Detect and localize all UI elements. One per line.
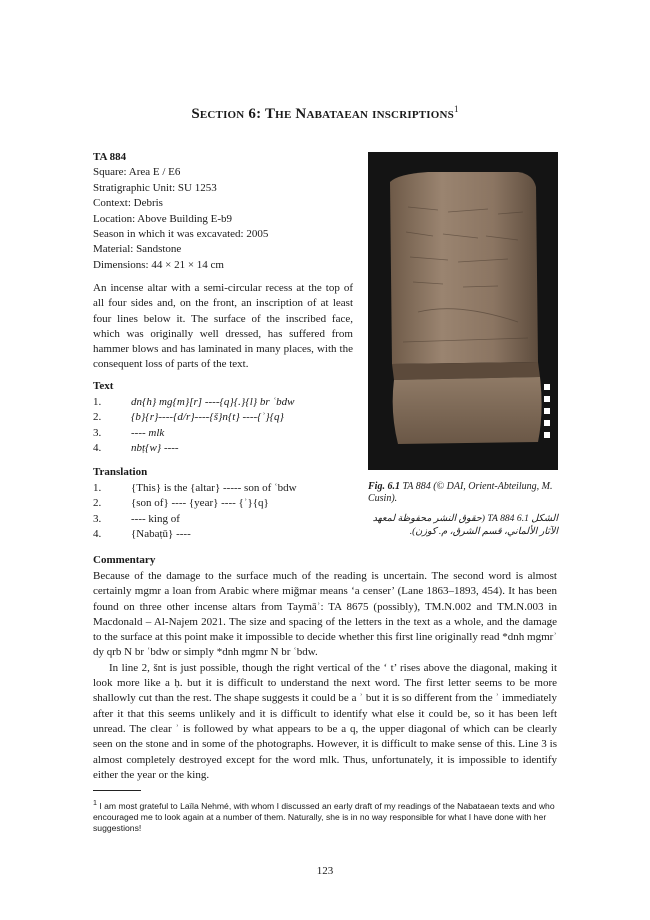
figure-label: Fig. 6.1 [368,481,400,492]
text-line: 4. nbṭ{w} ---- [93,441,179,454]
record-field-square: Square: Area E / E6 [93,166,181,179]
record-field-material: Material: Sandstone [93,243,182,256]
footnote-number: 1 [93,799,97,807]
record-field-context: Context: Debris [93,197,163,210]
translation-line: 4. {Nabaṭū} ---- [93,527,191,540]
intro-paragraph: An incense altar with a semi-circular recess at the top of all four sides and, on the front, an inscription of at least four lines below it. The surface of the inscribed face, which was originally well dressed, has suffered from hammer blows and has laminated in many places, with the consequent loss of parts of the text. [93,282,353,371]
commentary-heading: Commentary [93,554,156,566]
figure-caption-text: TA 884 (© DAI, Orient-Abteilung, M. Cusin). [368,481,553,504]
commentary-body [93,569,557,783]
figure-caption-arabic: الشكل 6.1 TA 884 (حقوق النشر محفوظة لمعهد الآثار الألماني، قسم الشرق، م. كوزن). [372,513,558,537]
altar-photo [368,152,558,470]
text-heading: Text [93,380,114,392]
translation-line: 1. {This} is the {altar} ----- son of ʿbdw [93,482,297,494]
translation-lines [93,481,297,542]
translation-heading: Translation [93,466,148,478]
record-field-dimensions: Dimensions: 44 × 21 × 14 cm [93,258,224,271]
record-block [93,150,268,273]
footnote-rule [93,790,141,791]
text-lines [93,395,294,456]
altar-illustration [368,152,558,470]
footnote-mark: 1 [453,104,459,114]
record-id: TA 884 [93,151,127,163]
record-field-su: Stratigraphic Unit: SU 1253 [93,181,217,194]
record-field-location: Location: Above Building E-b9 [93,212,233,225]
record-field-season: Season in which it was excavated: 2005 [93,228,269,241]
commentary-paragraph: In line 2, šnt is just possible, though the right vertical of the ‘ t’ rises above the diagonal, making it look more like a ḥ. but it is difficult to understand the next word. The first letter seems to be more shallowly cut than the rest. The shape suggests it could be a ʾ but it is so different from the ʾ immediately after it that this seems unlikely and it is difficult to identify what else it could be, so it has been left unread. The clear ʾ is followed by what appears to be a q, the upper diagonal of which can be clearly seen on the stone and in some of the photographs. However, it is difficult to make sense of this. Line 3 is almost completely destroyed except for the word mlk. Thus, unfortunately, it is impossible to identify either the year or the king. [93,661,557,781]
text-line: 2. {b}{r}----{d/r}----{š}n{t} ----{ʾ}{q} [93,411,284,424]
section-title: Section 6: The Nabataean inscriptions$^1$ [191,104,459,122]
page-number: 123 [316,865,334,877]
footnote [93,798,557,834]
commentary-paragraph: Because of the damage to the surface much of the reading is uncertain. The second word is almost certainly mgmr a loan from Arabic where miǧmar means ‘a censer’ (Lane 1863–1893, 454). It has been found on three other incense altars from Taymāʾ: TA 8675 (possibly), TM.N.002 and TM.N.003 in Macdonald – Al-Najem 2021. The size and spacing of the letters in the text as a whole, and the damage to the surface at this point make it impossible to decide whether this first line originally read *dnh mgmrʾ dy qrb N br ʿbdw or simply *dnh mgmr N br ʿbdw. [93,570,557,659]
translation-line: 3. ---- king of [93,512,180,525]
text-line: 1. dn{h} mg{m}[r] ----{q}{.}{l} br ʿbdw [93,396,295,408]
text-line: 3. ---- mlk [93,426,165,439]
translation-line: 2. {son of} ---- {year} ---- {ʾ}{q} [93,497,269,510]
figure-caption [368,481,558,505]
footnote-text: I am most grateful to Laïla Nehmé, with whom I discussed an early draft of my readings of the Nabataean texts and who encouraged me to look again at a number of them. Naturally, she is in no way responsible for what I have done with her suggestions! [93,800,555,833]
